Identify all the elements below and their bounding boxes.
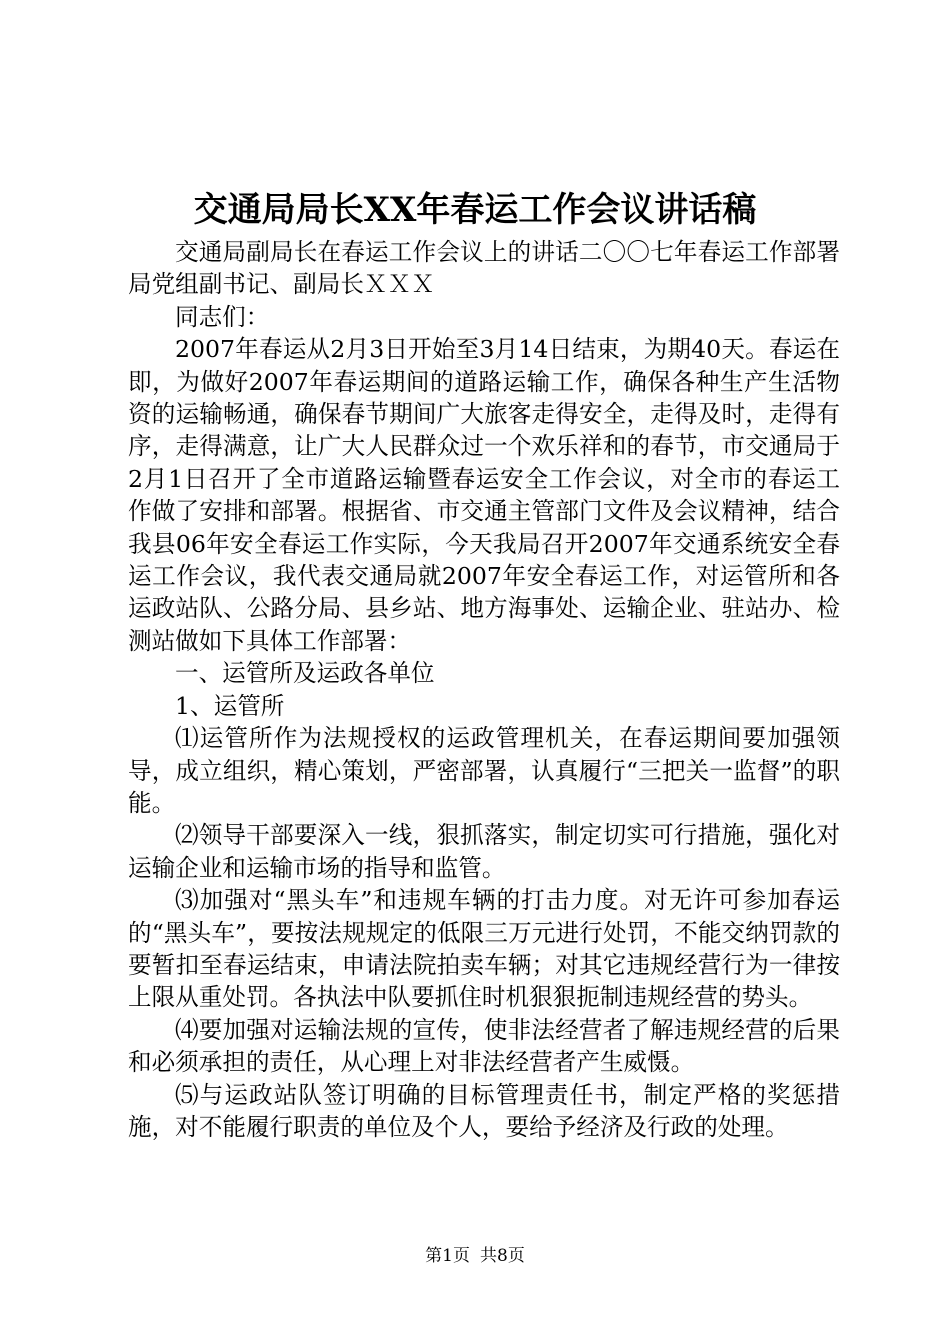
list-item-3: ⑶加强对“黑头车”和违规车辆的打击力度。对无许可参加春运的“黑头车”，要按法规规定的低限三万元进行处罚，不能交纳罚款的要暂扣至春运结束，申请法院拍卖车辆；对其它违规经营行为一律按上限从重处罚。各执法中队要抓住时机狠狠扼制违规经营的势头。 bbox=[128, 886, 840, 1012]
list-item-4: ⑷要加强对运输法规的宣传，使非法经营者了解违规经营的后果和必须承担的责任，从心理上对非法经营者产生威慑。 bbox=[128, 1015, 840, 1077]
page-number: 第1页 bbox=[425, 1246, 470, 1266]
list-item-2: ⑵领导干部要深入一线，狠抓落实，制定切实可行措施，强化对运输企业和运输市场的指导和监管。 bbox=[128, 821, 840, 882]
paragraph-intro: 2007年春运从2月3日开始至3月14日结束，为期40天。春运在即，为做好2007年春运期间的道路运输工作，确保各种生产生活物资的运输畅通，确保春节期间广大旅客走得安全，走得及时，走得有序，走得满意，让广大人民群众过一个欢乐祥和的春节，市交通局于2月1日召开了全市道路运输暨春运安全工作会议，对全市的春运工作做了安排和部署。根据省、市交通主管部门文件及会议精神，结合我县06年安全春运工作实际，今天我局召开2007年交通系统安全春运工作会议，我代表交通局就2007年安全春运工作，对运管所和各运政站队、公路分局、县乡站、地方海事处、运输企业、驻站办、检测站做如下具体工作部署： bbox=[128, 335, 840, 655]
page-total: 共8页 bbox=[480, 1246, 525, 1266]
page-footer bbox=[0, 1244, 950, 1268]
list-item-5: ⑸与运政站队签订明确的目标管理责任书，制定严格的奖惩措施，对不能履行职责的单位及个人，要给予经济及行政的处理。 bbox=[128, 1080, 840, 1141]
list-item-1: ⑴运管所作为法规授权的运政管理机关，在春运期间要加强领导，成立组织，精心策划，严密部署，认真履行“三把关一监督”的职能。 bbox=[128, 724, 840, 817]
paragraph-greeting: 同志们： bbox=[175, 302, 270, 331]
subsection-heading-1: 1、运管所 bbox=[175, 691, 285, 720]
document-title: 交通局局长XX年春运工作会议讲话稿 bbox=[193, 190, 757, 230]
paragraph-speech-info: 交通局副局长在春运工作会议上的讲话二〇〇七年春运工作部署局党组副书记、副局长ＸＸＸ bbox=[128, 238, 840, 299]
document-body bbox=[128, 236, 840, 1143]
section-heading-1: 一、运管所及运政各单位 bbox=[175, 659, 435, 688]
